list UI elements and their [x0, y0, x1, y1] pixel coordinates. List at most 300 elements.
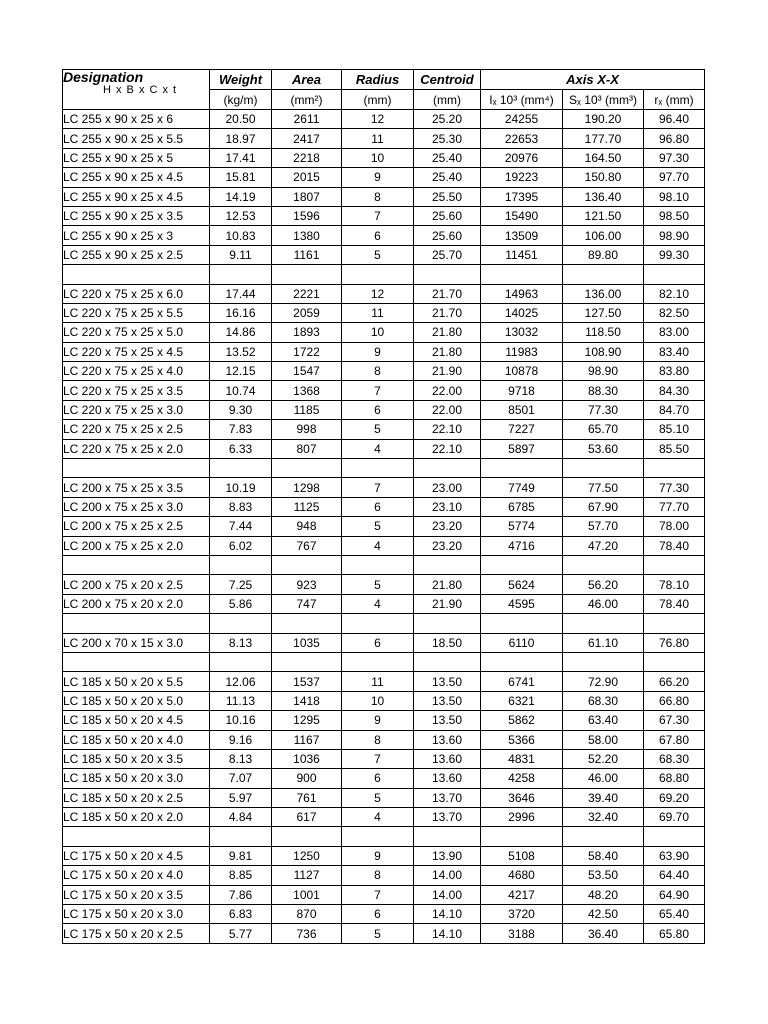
- cell-ix: 20976: [481, 148, 563, 167]
- cell-ix: 11983: [481, 342, 563, 361]
- cell-rx: 97.70: [644, 168, 705, 187]
- cell-area: 1893: [272, 323, 342, 342]
- cell-centroid: 13.50: [414, 711, 481, 730]
- cell-weight: [210, 614, 272, 633]
- cell-ix: 8501: [481, 400, 563, 419]
- table-row: [63, 245, 705, 264]
- cell-ix: 5862: [481, 711, 563, 730]
- cell-sx: [563, 652, 644, 671]
- cell-ix: 4258: [481, 769, 563, 788]
- cell-weight: 14.19: [210, 187, 272, 206]
- cell-area: [272, 652, 342, 671]
- cell-centroid: 13.50: [414, 672, 481, 691]
- cell-weight: 14.86: [210, 323, 272, 342]
- cell-sx: 61.10: [563, 633, 644, 652]
- cell-sx: [563, 459, 644, 478]
- table-row: [63, 517, 705, 536]
- cell-sx: 77.30: [563, 400, 644, 419]
- cell-radius: 10: [342, 323, 414, 342]
- cell-sx: 98.90: [563, 362, 644, 381]
- cell-designation: LC 175 x 50 x 20 x 3.0: [63, 905, 210, 924]
- cell-sx: 63.40: [563, 711, 644, 730]
- cell-radius: [342, 459, 414, 478]
- cell-designation: LC 200 x 75 x 20 x 2.5: [63, 575, 210, 594]
- cell-centroid: 14.10: [414, 924, 481, 943]
- cell-ix: [481, 265, 563, 284]
- cell-sx: 65.70: [563, 420, 644, 439]
- cell-ix: 6741: [481, 672, 563, 691]
- cell-sx: [563, 265, 644, 284]
- cell-centroid: 13.90: [414, 846, 481, 865]
- cell-area: [272, 827, 342, 846]
- cell-area: 761: [272, 788, 342, 807]
- cell-ix: 24255: [481, 110, 563, 129]
- table-row: [63, 226, 705, 245]
- cell-area: 1036: [272, 749, 342, 768]
- cell-centroid: 13.70: [414, 788, 481, 807]
- cell-radius: 10: [342, 691, 414, 710]
- cell-area: 923: [272, 575, 342, 594]
- cell-centroid: 21.90: [414, 594, 481, 613]
- cell-centroid: 22.10: [414, 439, 481, 458]
- cell-area: 1596: [272, 206, 342, 225]
- cell-centroid: 21.80: [414, 323, 481, 342]
- table-row: [63, 148, 705, 167]
- cell-ix: 6785: [481, 497, 563, 516]
- cell-ix: 5366: [481, 730, 563, 749]
- cell-designation: [63, 614, 210, 633]
- designation-header: [63, 70, 210, 110]
- cell-sx: 52.20: [563, 749, 644, 768]
- cell-ix: 22653: [481, 129, 563, 148]
- area-header: Area: [272, 70, 342, 90]
- cell-weight: 5.86: [210, 594, 272, 613]
- cell-sx: 42.50: [563, 905, 644, 924]
- cell-rx: 85.10: [644, 420, 705, 439]
- cell-rx: [644, 555, 705, 574]
- table-row: [63, 168, 705, 187]
- cell-designation: LC 220 x 75 x 25 x 2.5: [63, 420, 210, 439]
- table-row: [63, 866, 705, 885]
- cell-designation: LC 220 x 75 x 25 x 4.5: [63, 342, 210, 361]
- cell-radius: 6: [342, 226, 414, 245]
- cell-sx: 127.50: [563, 303, 644, 322]
- cell-radius: 5: [342, 245, 414, 264]
- cell-radius: 7: [342, 478, 414, 497]
- cell-sx: 121.50: [563, 206, 644, 225]
- cell-designation: LC 255 x 90 x 25 x 2.5: [63, 245, 210, 264]
- cell-sx: 46.00: [563, 769, 644, 788]
- cell-weight: 8.13: [210, 633, 272, 652]
- cell-area: 1298: [272, 478, 342, 497]
- cell-radius: [342, 827, 414, 846]
- cell-ix: 17395: [481, 187, 563, 206]
- cell-designation: LC 175 x 50 x 20 x 4.0: [63, 866, 210, 885]
- cell-ix: 4680: [481, 866, 563, 885]
- cell-centroid: 25.40: [414, 148, 481, 167]
- weight-header: Weight: [210, 70, 272, 90]
- cell-designation: LC 175 x 50 x 20 x 4.5: [63, 846, 210, 865]
- cell-ix: 13509: [481, 226, 563, 245]
- table-row: [63, 342, 705, 361]
- cell-centroid: [414, 459, 481, 478]
- cell-rx: 99.30: [644, 245, 705, 264]
- table-row: [63, 672, 705, 691]
- cell-rx: 97.30: [644, 148, 705, 167]
- cell-rx: 76.80: [644, 633, 705, 652]
- cell-area: 2218: [272, 148, 342, 167]
- cell-centroid: 23.10: [414, 497, 481, 516]
- cell-radius: 11: [342, 672, 414, 691]
- cell-centroid: [414, 555, 481, 574]
- cell-ix: [481, 459, 563, 478]
- cell-area: 900: [272, 769, 342, 788]
- cell-sx: 56.20: [563, 575, 644, 594]
- cell-sx: [563, 827, 644, 846]
- cell-weight: 4.84: [210, 808, 272, 827]
- cell-sx: 39.40: [563, 788, 644, 807]
- cell-centroid: [414, 652, 481, 671]
- cell-rx: 98.50: [644, 206, 705, 225]
- cell-sx: 136.40: [563, 187, 644, 206]
- table-row: [63, 730, 705, 749]
- cell-designation: LC 255 x 90 x 25 x 4.5: [63, 187, 210, 206]
- cell-designation: LC 255 x 90 x 25 x 6: [63, 110, 210, 129]
- table-row: [63, 788, 705, 807]
- cell-centroid: 22.10: [414, 420, 481, 439]
- cell-area: [272, 265, 342, 284]
- table-row: [63, 691, 705, 710]
- cell-ix: 11451: [481, 245, 563, 264]
- cell-weight: 8.83: [210, 497, 272, 516]
- cell-ix: 4595: [481, 594, 563, 613]
- cell-ix: 5108: [481, 846, 563, 865]
- cell-weight: 13.52: [210, 342, 272, 361]
- cell-sx: 58.40: [563, 846, 644, 865]
- cell-area: 1127: [272, 866, 342, 885]
- cell-area: 1001: [272, 885, 342, 904]
- cell-area: 2611: [272, 110, 342, 129]
- cell-radius: 12: [342, 110, 414, 129]
- cell-rx: 82.50: [644, 303, 705, 322]
- cell-ix: 19223: [481, 168, 563, 187]
- cell-rx: 78.00: [644, 517, 705, 536]
- cell-radius: 8: [342, 362, 414, 381]
- cell-weight: 7.83: [210, 420, 272, 439]
- cell-sx: 72.90: [563, 672, 644, 691]
- cell-rx: 65.80: [644, 924, 705, 943]
- cell-sx: 32.40: [563, 808, 644, 827]
- cell-ix: [481, 614, 563, 633]
- cell-sx: 57.70: [563, 517, 644, 536]
- cell-radius: 5: [342, 788, 414, 807]
- cell-area: 1185: [272, 400, 342, 419]
- cell-rx: 84.70: [644, 400, 705, 419]
- cell-rx: 63.90: [644, 846, 705, 865]
- cell-radius: 7: [342, 749, 414, 768]
- spacer-row: [63, 265, 705, 284]
- cell-rx: 83.80: [644, 362, 705, 381]
- cell-weight: 9.30: [210, 400, 272, 419]
- table-row: [63, 110, 705, 129]
- cell-area: 2015: [272, 168, 342, 187]
- cell-rx: 68.80: [644, 769, 705, 788]
- spacer-row: [63, 614, 705, 633]
- cell-area: [272, 459, 342, 478]
- cell-rx: 66.20: [644, 672, 705, 691]
- cell-ix: 7227: [481, 420, 563, 439]
- cell-centroid: 25.30: [414, 129, 481, 148]
- cell-ix: [481, 652, 563, 671]
- cell-designation: LC 185 x 50 x 20 x 3.0: [63, 769, 210, 788]
- cell-weight: 6.83: [210, 905, 272, 924]
- cell-sx: 136.00: [563, 284, 644, 303]
- cell-radius: 8: [342, 866, 414, 885]
- cell-area: 1167: [272, 730, 342, 749]
- cell-weight: 12.53: [210, 206, 272, 225]
- cell-ix: 3646: [481, 788, 563, 807]
- cell-sx: 77.50: [563, 478, 644, 497]
- cell-radius: 7: [342, 381, 414, 400]
- cell-weight: 9.81: [210, 846, 272, 865]
- cell-weight: [210, 459, 272, 478]
- cell-designation: LC 200 x 75 x 25 x 2.0: [63, 536, 210, 555]
- cell-designation: [63, 555, 210, 574]
- cell-area: [272, 555, 342, 574]
- cell-designation: [63, 652, 210, 671]
- axis-xx-header: Axis X-X: [481, 70, 705, 90]
- cell-rx: 78.40: [644, 594, 705, 613]
- cell-weight: 5.97: [210, 788, 272, 807]
- cell-rx: 67.30: [644, 711, 705, 730]
- cell-area: 1295: [272, 711, 342, 730]
- cell-rx: [644, 459, 705, 478]
- table-row: [63, 206, 705, 225]
- cell-radius: 9: [342, 342, 414, 361]
- cell-radius: [342, 555, 414, 574]
- cell-designation: LC 200 x 75 x 25 x 2.5: [63, 517, 210, 536]
- cell-ix: 4217: [481, 885, 563, 904]
- cell-ix: 3720: [481, 905, 563, 924]
- cell-weight: 10.74: [210, 381, 272, 400]
- cell-designation: LC 255 x 90 x 25 x 5: [63, 148, 210, 167]
- table-header: [63, 70, 705, 110]
- cell-rx: 96.80: [644, 129, 705, 148]
- cell-weight: 5.77: [210, 924, 272, 943]
- cell-centroid: 23.20: [414, 536, 481, 555]
- table-row: [63, 575, 705, 594]
- cell-ix: 10878: [481, 362, 563, 381]
- cell-weight: 6.33: [210, 439, 272, 458]
- cell-rx: 77.70: [644, 497, 705, 516]
- cell-sx: 150.80: [563, 168, 644, 187]
- table-row: [63, 284, 705, 303]
- table-row: [63, 187, 705, 206]
- cell-designation: LC 185 x 50 x 20 x 4.0: [63, 730, 210, 749]
- cell-designation: LC 255 x 90 x 25 x 3: [63, 226, 210, 245]
- cell-rx: 68.30: [644, 749, 705, 768]
- table-body: [63, 110, 705, 944]
- cell-radius: 5: [342, 420, 414, 439]
- cell-ix: 5774: [481, 517, 563, 536]
- cell-centroid: 14.10: [414, 905, 481, 924]
- cell-sx: 89.80: [563, 245, 644, 264]
- section-properties-table: [62, 69, 705, 944]
- cell-rx: 65.40: [644, 905, 705, 924]
- cell-sx: 68.30: [563, 691, 644, 710]
- cell-radius: 7: [342, 206, 414, 225]
- cell-designation: LC 200 x 75 x 25 x 3.5: [63, 478, 210, 497]
- cell-ix: 14025: [481, 303, 563, 322]
- cell-radius: 6: [342, 769, 414, 788]
- cell-ix: 4716: [481, 536, 563, 555]
- cell-weight: 10.83: [210, 226, 272, 245]
- cell-area: 617: [272, 808, 342, 827]
- table-row: [63, 905, 705, 924]
- cell-weight: 7.25: [210, 575, 272, 594]
- table-row: [63, 808, 705, 827]
- cell-area: 1418: [272, 691, 342, 710]
- cell-radius: 11: [342, 129, 414, 148]
- cell-weight: 7.86: [210, 885, 272, 904]
- cell-designation: LC 175 x 50 x 20 x 2.5: [63, 924, 210, 943]
- designation-label: Designation: [63, 69, 144, 85]
- cell-centroid: 13.50: [414, 691, 481, 710]
- table-row: [63, 439, 705, 458]
- cell-area: 747: [272, 594, 342, 613]
- cell-ix: 6110: [481, 633, 563, 652]
- table-row: [63, 420, 705, 439]
- cell-radius: 5: [342, 517, 414, 536]
- cell-sx: 36.40: [563, 924, 644, 943]
- cell-centroid: 13.60: [414, 769, 481, 788]
- cell-designation: [63, 459, 210, 478]
- cell-weight: 17.44: [210, 284, 272, 303]
- sx-unit: Sₓ 10³ (mm³): [563, 90, 644, 110]
- cell-rx: 96.40: [644, 110, 705, 129]
- cell-weight: 6.02: [210, 536, 272, 555]
- table-row: [63, 711, 705, 730]
- cell-area: 1537: [272, 672, 342, 691]
- cell-centroid: 14.00: [414, 885, 481, 904]
- cell-area: 870: [272, 905, 342, 924]
- cell-radius: 6: [342, 400, 414, 419]
- cell-weight: 9.11: [210, 245, 272, 264]
- cell-centroid: 25.50: [414, 187, 481, 206]
- table-row: [63, 129, 705, 148]
- spacer-row: [63, 652, 705, 671]
- cell-radius: 5: [342, 575, 414, 594]
- cell-radius: 4: [342, 594, 414, 613]
- cell-radius: 8: [342, 730, 414, 749]
- cell-ix: 5624: [481, 575, 563, 594]
- cell-weight: [210, 265, 272, 284]
- cell-centroid: [414, 827, 481, 846]
- cell-sx: 67.90: [563, 497, 644, 516]
- cell-sx: 164.50: [563, 148, 644, 167]
- cell-area: 1368: [272, 381, 342, 400]
- cell-area: 736: [272, 924, 342, 943]
- cell-ix: 15490: [481, 206, 563, 225]
- cell-designation: LC 185 x 50 x 20 x 5.0: [63, 691, 210, 710]
- cell-weight: 17.41: [210, 148, 272, 167]
- cell-centroid: 13.60: [414, 749, 481, 768]
- cell-radius: [342, 652, 414, 671]
- cell-centroid: [414, 614, 481, 633]
- rx-unit: rₓ (mm): [644, 90, 705, 110]
- cell-rx: 83.00: [644, 323, 705, 342]
- cell-ix: [481, 555, 563, 574]
- cell-rx: 67.80: [644, 730, 705, 749]
- table-row: [63, 381, 705, 400]
- area-unit: (mm²): [272, 90, 342, 110]
- cell-designation: LC 185 x 50 x 20 x 4.5: [63, 711, 210, 730]
- cell-sx: 46.00: [563, 594, 644, 613]
- ix-unit: Iₓ 10³ (mm⁴): [481, 90, 563, 110]
- cell-centroid: 25.20: [414, 110, 481, 129]
- cell-designation: LC 185 x 50 x 20 x 5.5: [63, 672, 210, 691]
- cell-weight: 18.97: [210, 129, 272, 148]
- cell-designation: LC 255 x 90 x 25 x 5.5: [63, 129, 210, 148]
- cell-ix: 9718: [481, 381, 563, 400]
- cell-weight: 15.81: [210, 168, 272, 187]
- cell-weight: 20.50: [210, 110, 272, 129]
- cell-radius: 12: [342, 284, 414, 303]
- cell-radius: [342, 265, 414, 284]
- cell-centroid: 21.90: [414, 362, 481, 381]
- cell-designation: LC 220 x 75 x 25 x 3.5: [63, 381, 210, 400]
- cell-rx: 85.50: [644, 439, 705, 458]
- cell-sx: 58.00: [563, 730, 644, 749]
- centroid-header: Centroid: [414, 70, 481, 90]
- cell-rx: 69.70: [644, 808, 705, 827]
- cell-area: 1722: [272, 342, 342, 361]
- cell-centroid: 13.70: [414, 808, 481, 827]
- cell-designation: LC 200 x 75 x 25 x 3.0: [63, 497, 210, 516]
- cell-sx: 177.70: [563, 129, 644, 148]
- cell-radius: [342, 614, 414, 633]
- cell-weight: 10.19: [210, 478, 272, 497]
- designation-sub-label: H x B x C x t: [103, 84, 178, 96]
- table-row: [63, 769, 705, 788]
- spacer-row: [63, 555, 705, 574]
- cell-weight: [210, 555, 272, 574]
- cell-sx: [563, 555, 644, 574]
- cell-sx: 118.50: [563, 323, 644, 342]
- cell-rx: 77.30: [644, 478, 705, 497]
- cell-designation: [63, 827, 210, 846]
- cell-rx: 82.10: [644, 284, 705, 303]
- spacer-row: [63, 459, 705, 478]
- cell-weight: 8.13: [210, 749, 272, 768]
- cell-centroid: 25.70: [414, 245, 481, 264]
- cell-rx: 84.30: [644, 381, 705, 400]
- cell-weight: 9.16: [210, 730, 272, 749]
- cell-radius: 11: [342, 303, 414, 322]
- cell-weight: 7.44: [210, 517, 272, 536]
- cell-area: 1035: [272, 633, 342, 652]
- cell-centroid: 23.00: [414, 478, 481, 497]
- cell-radius: 9: [342, 711, 414, 730]
- cell-area: 1125: [272, 497, 342, 516]
- cell-ix: 6321: [481, 691, 563, 710]
- cell-area: 948: [272, 517, 342, 536]
- cell-weight: 11.13: [210, 691, 272, 710]
- cell-centroid: 21.80: [414, 575, 481, 594]
- cell-ix: 7749: [481, 478, 563, 497]
- cell-designation: LC 220 x 75 x 25 x 6.0: [63, 284, 210, 303]
- cell-designation: LC 220 x 75 x 25 x 3.0: [63, 400, 210, 419]
